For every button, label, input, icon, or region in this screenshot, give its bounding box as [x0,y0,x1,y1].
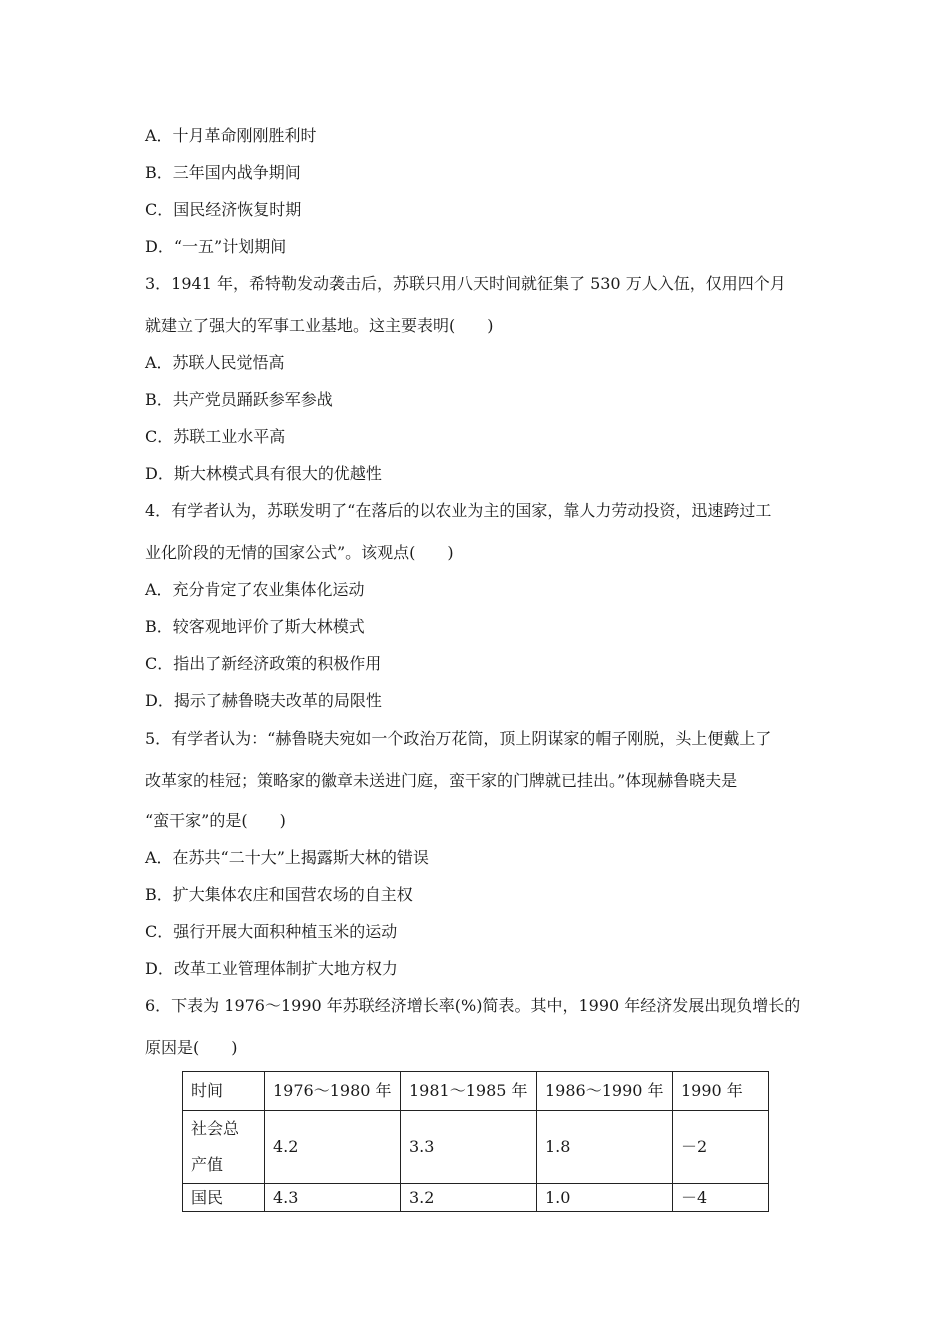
q2-option-c: C．国民经济恢复时期 [145,200,302,219]
table-row-label: 国民 [183,1184,265,1212]
table-header-cell: 1990 年 [673,1072,769,1111]
table-cell: －4 [673,1184,769,1212]
table-header-cell: 1986～1990 年 [537,1072,673,1111]
q3-option-d: D．斯大林模式具有很大的优越性 [145,464,382,483]
table-header-cell: 1981～1985 年 [401,1072,537,1111]
q4-stem-line-2: 业化阶段的无情的国家公式”。该观点( ) [145,543,454,562]
q5-option-a: A．在苏共“二十大”上揭露斯大林的错误 [145,848,429,867]
q5-stem-line-1: 5．有学者认为：“赫鲁晓夫宛如一个政治万花筒，顶上阴谋家的帽子刚脱，头上便戴上了 [145,729,772,748]
table-row-label [183,1111,265,1184]
q3-stem-line-1: 3．1941 年，希特勒发动袭击后，苏联只用八天时间就征集了 530 万人入伍，仅用四个月 [145,274,786,293]
q2-option-d: D．“一五”计划期间 [145,237,287,256]
q5-stem-line-2: 改革家的桂冠；策略家的徽章未送进门庭，蛮干家的门牌就已挂出。”体现赫鲁晓夫是 [145,771,738,790]
table-header-cell: 时间 [183,1072,265,1111]
q5-stem-line-3: “蛮干家”的是( ) [145,811,286,830]
q5-option-b: B．扩大集体农庄和国营农场的自主权 [145,885,413,904]
table-row [183,1111,769,1184]
q5-option-d: D．改革工业管理体制扩大地方权力 [145,959,398,978]
table-cell: 1.0 [537,1184,673,1212]
table-cell: －2 [673,1111,769,1184]
q3-option-a: A．苏联人民觉悟高 [145,353,285,372]
q2-option-a: A．十月革命刚刚胜利时 [145,126,317,145]
table-row [183,1184,769,1212]
table-header-cell: 1976～1980 年 [265,1072,401,1111]
table-cell: 4.3 [265,1184,401,1212]
table-cell: 1.8 [537,1111,673,1184]
q4-option-d: D．揭示了赫鲁晓夫改革的局限性 [145,691,382,710]
table-cell: 3.2 [401,1184,537,1212]
q3-stem-line-2: 就建立了强大的军事工业基地。这主要表明( ) [145,316,494,335]
q6-stem-line-1: 6．下表为 1976～1990 年苏联经济增长率(%)简表。其中，1990 年经济发展出现负增长的 [145,996,801,1015]
table-cell: 3.3 [401,1111,537,1184]
economic-growth-table [182,1071,769,1212]
q2-option-b: B．三年国内战争期间 [145,163,301,182]
q4-option-a: A．充分肯定了农业集体化运动 [145,580,365,599]
table-cell: 4.2 [265,1111,401,1184]
q3-option-c: C．苏联工业水平高 [145,427,286,446]
row-label-text: 社会总产值 [191,1119,240,1174]
q4-option-b: B．较客观地评价了斯大林模式 [145,617,365,636]
table-header-row [183,1072,769,1111]
q6-stem-line-2: 原因是( ) [145,1038,238,1057]
q3-option-b: B．共产党员踊跃参军参战 [145,390,333,409]
q5-option-c: C．强行开展大面积种植玉米的运动 [145,922,398,941]
q4-option-c: C．指出了新经济政策的积极作用 [145,654,382,673]
q4-stem-line-1: 4．有学者认为，苏联发明了“在落后的以农业为主的国家，靠人力劳动投资，迅速跨过工 [145,501,772,520]
